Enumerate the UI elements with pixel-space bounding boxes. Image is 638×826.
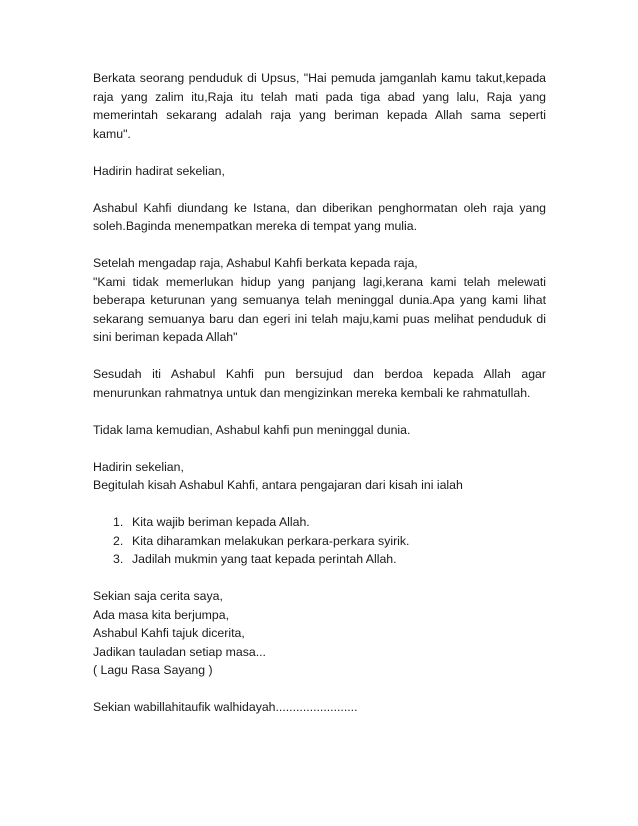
document-body: [93, 69, 546, 735]
text-line: Begitulah kisah Ashabul Kahfi, antara pengajaran dari kisah ini ialah: [93, 478, 463, 492]
text-line: "Kami tidak memerlukan hidup yang panjang lagi,kerana kami telah melewati: [93, 274, 546, 289]
text-line: memerintah sekarang adalah raja yang beriman kepada Allah sama seperti: [93, 108, 546, 122]
paragraph-closing: Sekian wabillahitaufik walhidayah........................: [93, 700, 358, 714]
text-line: Setelah mengadap raja, Ashabul Kahfi berkata kepada raja,: [93, 256, 418, 270]
poem-line: Jadikan tauladan setiap masa...: [93, 644, 266, 659]
paragraph-meeting-king: [93, 254, 546, 347]
lessons-list: [93, 513, 546, 569]
list-item: [93, 550, 546, 569]
paragraph-resident-speech: [93, 69, 546, 143]
list-item: [93, 532, 546, 551]
text-line: kamu".: [93, 126, 131, 141]
list-text: Kita wajib beriman kepada Allah.: [132, 515, 310, 529]
text-line: Hadirin sekelian,: [93, 459, 184, 474]
paragraph-poem: [93, 587, 546, 680]
poem-line: Ashabul Kahfi tajuk dicerita,: [93, 626, 245, 640]
list-text: Kita diharamkan melakukan perkara-perkara syirik.: [132, 533, 410, 548]
list-item: [93, 513, 546, 532]
poem-line: ( Lagu Rasa Sayang ): [93, 663, 213, 677]
paragraph-palace: [93, 199, 546, 236]
poem-line: Sekian saja cerita saya,: [93, 589, 223, 603]
list-text: Jadilah mukmin yang taat kepada perintah Allah.: [132, 552, 397, 566]
text-line: Sesudah iti Ashabul Kahfi pun bersujud dan berdoa kepada Allah agar: [93, 367, 546, 381]
text-line: sekarang semuanya baru dan egeri ini telah maju,kami puas melihat penduduk di: [93, 311, 546, 326]
list-number: 2.: [113, 533, 124, 548]
text-line: soleh.Baginda menempatkan mereka di tempat yang mulia.: [93, 219, 418, 233]
paragraph-prayer: [93, 365, 546, 402]
list-number: 3.: [113, 552, 124, 566]
paragraph-death: Tidak lama kemudian, Ashabul kahfi pun meninggal dunia.: [93, 422, 411, 437]
poem-line: Ada masa kita berjumpa,: [93, 607, 230, 622]
list-number: 1.: [113, 515, 124, 529]
text-line: raja yang zalim itu,Raja itu telah mati pada tiga abad yang lalu, Raja yang: [93, 89, 546, 104]
paragraph-lessons-intro: [93, 458, 546, 495]
text-line: sini beriman kepada Allah": [93, 330, 238, 344]
paragraph-greeting: Hadirin hadirat sekelian,: [93, 163, 225, 178]
text-line: Ashabul Kahfi diundang ke Istana, dan diberikan penghormatan oleh raja yang: [93, 200, 546, 215]
text-line: Berkata seorang penduduk di Upsus, "Hai pemuda jamganlah kamu takut,kepada: [93, 71, 546, 85]
text-line: beberapa keturunan yang semuanya telah meninggal dunia.Apa yang kami lihat: [93, 293, 546, 307]
text-line: menurunkan rahmatnya untuk dan mengizinkan mereka kembali ke rahmatullah.: [93, 385, 531, 400]
